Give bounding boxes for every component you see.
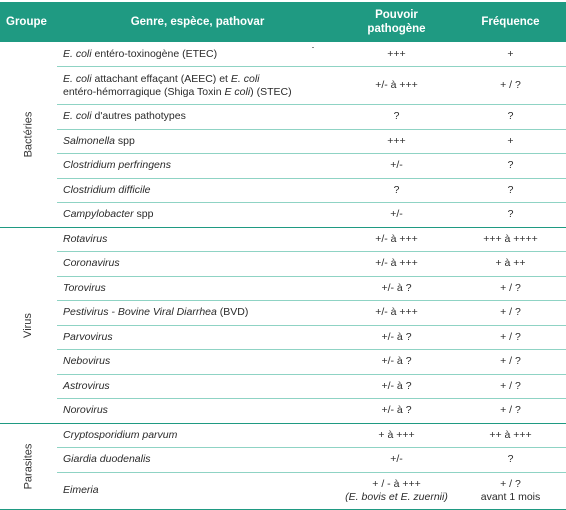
frequence-value: +	[455, 42, 566, 67]
header-groupe: Groupe	[0, 2, 57, 42]
table-header-row	[0, 2, 566, 42]
pathogen-name: Norovirus	[57, 399, 338, 424]
pouvoir-value: + à +++	[338, 423, 455, 448]
group-cell-virus	[0, 227, 57, 423]
header-pouvoir-line1: Pouvoir	[375, 9, 418, 21]
header-pouvoir	[338, 2, 455, 42]
frequence-value: ?	[455, 203, 566, 228]
pathogen-name: Nebovirus	[57, 350, 338, 375]
pathogen-name: Coronavirus	[57, 252, 338, 277]
header-genre: Genre, espèce, pathovar	[57, 2, 338, 42]
table-row	[0, 276, 566, 301]
table-row	[0, 325, 566, 350]
pouvoir-value: ?	[338, 105, 455, 130]
pathogen-name: Rotavirus	[57, 227, 338, 252]
pouvoir-value: +/-	[338, 448, 455, 473]
table-row	[0, 105, 566, 130]
pathogen-name: Eimeria	[57, 472, 338, 509]
pouvoir-value: +/- à +++	[338, 67, 455, 105]
pouvoir-value: +/- à ?	[338, 350, 455, 375]
pathogen-name: E. coli entéro-toxinogène (ETEC)	[57, 42, 338, 67]
frequence-value: + / ?	[455, 301, 566, 326]
pouvoir-value: +++	[338, 42, 455, 67]
pathogen-table	[0, 2, 566, 510]
frequence-value: + à ++	[455, 252, 566, 277]
frequence-value: ?	[455, 105, 566, 130]
pouvoir-value: +/- à +++	[338, 252, 455, 277]
frequence-value: ?	[455, 448, 566, 473]
header-pouvoir-line2: pathogène	[367, 23, 426, 35]
group-cell-parasites	[0, 423, 57, 509]
pathogen-name: Campylobacter spp	[57, 203, 338, 228]
frequence-value: + / ?	[455, 399, 566, 424]
pathogen-name: Clostridium perfringens	[57, 154, 338, 179]
pouvoir-value: +/-	[338, 154, 455, 179]
frequence-value: + / ? avant 1 mois	[455, 472, 566, 509]
frequence-note: avant 1 mois	[480, 490, 541, 503]
group-label: Virus	[22, 312, 34, 338]
group-label: Parasites	[21, 443, 34, 489]
table-row	[0, 42, 566, 67]
pouvoir-value: +/- à ?	[338, 325, 455, 350]
table-row	[0, 399, 566, 424]
pouvoir-value: +++	[338, 129, 455, 154]
table-row	[0, 227, 566, 252]
pouvoir-value: + / - à +++ (E. bovis et E. zuernii)	[338, 472, 455, 509]
pathogen-name: Giardia duodenalis	[57, 448, 338, 473]
frequence-value: + / ?	[455, 276, 566, 301]
table-row	[0, 472, 566, 509]
pouvoir-value: +/- à ?	[338, 276, 455, 301]
group-label: Bactéries	[21, 111, 34, 158]
frequence-value: + / ?	[455, 374, 566, 399]
header-frequence: Fréquence	[455, 2, 566, 42]
table-row	[0, 203, 566, 228]
table-row	[0, 178, 566, 203]
pathogen-name: E. coli attachant effaçant (AEEC) et E. coli entéro-hémorragique (Shiga Toxin E coli) (STEC)	[57, 67, 338, 105]
frequence-value: ?	[455, 154, 566, 179]
table-row	[0, 350, 566, 375]
frequence-value: + / ?	[455, 350, 566, 375]
group-cell-bacteries	[0, 42, 57, 227]
table-row	[0, 67, 566, 105]
pouvoir-value: +/- à +++	[338, 227, 455, 252]
pathogen-name: Pestivirus - Bovine Viral Diarrhea (BVD)	[57, 301, 338, 326]
table-row	[0, 129, 566, 154]
pathogen-name: Cryptosporidium parvum	[57, 423, 338, 448]
pouvoir-value: +/- à +++	[338, 301, 455, 326]
pouvoir-value: +/- à ?	[338, 399, 455, 424]
table-row	[0, 154, 566, 179]
frequence-value: ++ à +++	[455, 423, 566, 448]
frequence-value: ?	[455, 178, 566, 203]
pouvoir-value: +/-	[338, 203, 455, 228]
table-row	[0, 423, 566, 448]
pathogen-name: Clostridium difficile	[57, 178, 338, 203]
table-row	[0, 252, 566, 277]
pathogen-name: Torovirus	[57, 276, 338, 301]
table-row	[0, 448, 566, 473]
pathogen-name: E. coli d'autres pathotypes	[57, 105, 338, 130]
pouvoir-value: ?	[338, 178, 455, 203]
table-row	[0, 374, 566, 399]
frequence-value: +++ à ++++	[455, 227, 566, 252]
frequence-value: + / ?	[455, 67, 566, 105]
frequence-value: +	[455, 129, 566, 154]
pathogen-name: Salmonella spp	[57, 129, 338, 154]
pouvoir-note: (E. bovis et E. zuernii)	[345, 490, 448, 503]
table-row	[0, 301, 566, 326]
scan-speck	[312, 47, 314, 48]
pathogen-name: Astrovirus	[57, 374, 338, 399]
pouvoir-value: +/- à ?	[338, 374, 455, 399]
pathogen-name: Parvovirus	[57, 325, 338, 350]
frequence-value: + / ?	[455, 325, 566, 350]
